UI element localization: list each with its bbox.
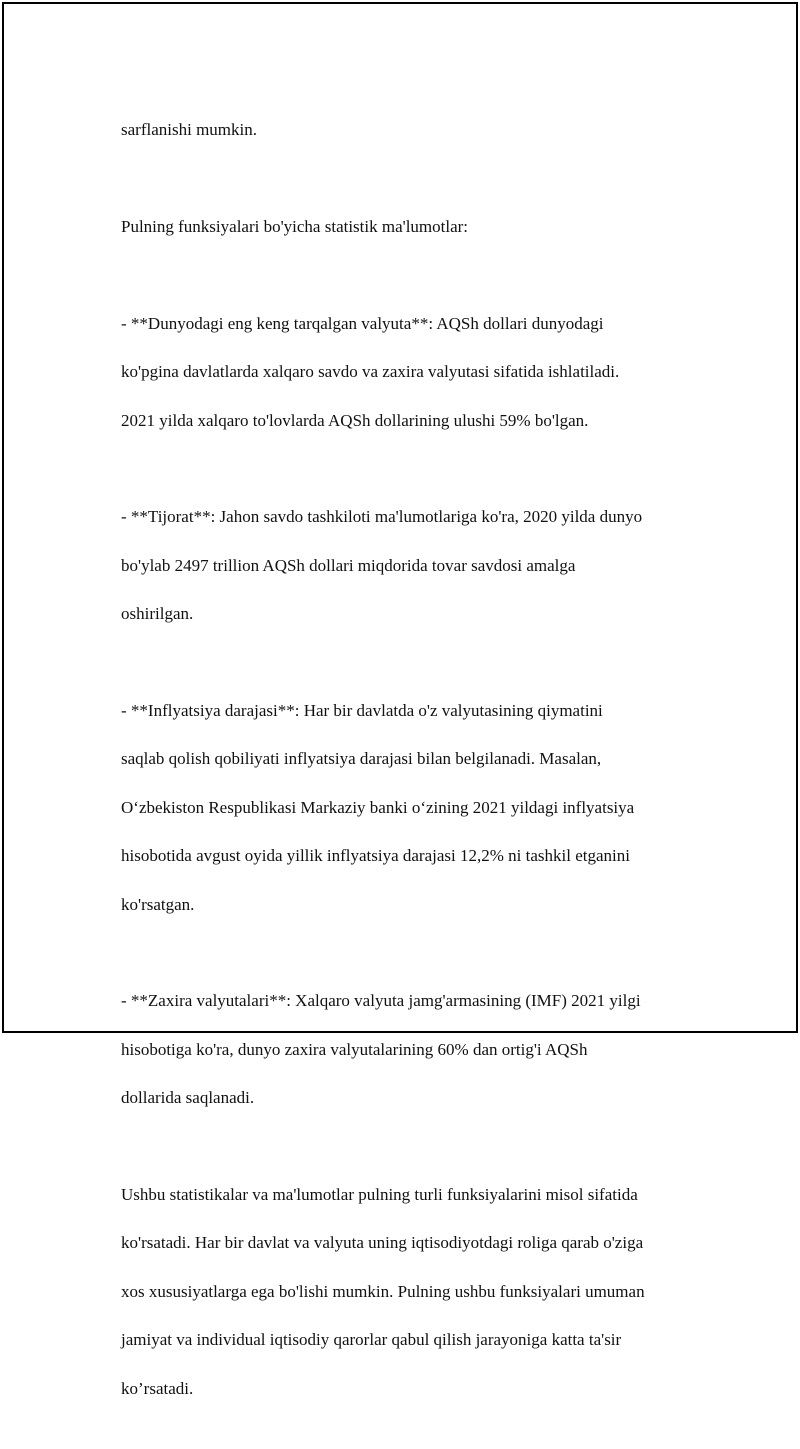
- document-body: [121, 94, 721, 1449]
- text-line: Pulning funksiyalari bo'yicha statistik ma'lumotlar:: [121, 217, 469, 236]
- text-line: bo'ylab 2497 trillion AQSh dollari miqdorida tovar savdosi amalga: [121, 555, 576, 575]
- paragraph-bullet-reserves: [121, 965, 721, 1134]
- text-line: saqlab qolish qobiliyati inflyatsiya darajasi bilan belgilanadi. Masalan,: [121, 749, 602, 769]
- text-line: - **Zaxira valyutalari**: Xalqaro valyuta jamg'armasining (IMF) 2021 yilgi: [121, 991, 641, 1011]
- paragraph-bullet-inflation: [121, 675, 721, 941]
- text-line: xos xususiyatlarga ega bo'lishi mumkin. Pulning ushbu funksiyalari umuman: [121, 1281, 645, 1301]
- paragraph-conclusion: [121, 1159, 721, 1425]
- text-line: Ushbu statistikalar va ma'lumotlar pulning turli funksiyalarini misol sifatida: [121, 1185, 638, 1205]
- paragraph-bullet-currency: [121, 288, 721, 457]
- text-line: ko'rsatadi. Har bir davlat va valyuta uning iqtisodiyotdagi roliga qarab o'ziga: [121, 1233, 644, 1253]
- text-line: dollarida saqlanadi.: [121, 1088, 255, 1108]
- page: [2, 2, 798, 1398]
- text-line: ko'rsatgan.: [121, 894, 195, 914]
- text-line: 2021 yilda xalqaro to'lovlarda AQSh dollarining ulushi 59% bo'lgan.: [121, 410, 589, 430]
- text-line: - **Dunyodagi eng keng tarqalgan valyuta**: AQSh dollari dunyodagi: [121, 313, 604, 333]
- text-line: hisobotiga ko'ra, dunyo zaxira valyutalarining 60% dan ortig'i AQSh: [121, 1039, 588, 1059]
- text-line: jamiyat va individual iqtisodiy qarorlar qabul qilish jarayoniga katta ta'sir: [121, 1330, 622, 1350]
- text-line: - **Tijorat**: Jahon savdo tashkiloti ma'lumotlariga ko'ra, 2020 yilda dunyo: [121, 507, 643, 527]
- text-line: O‘zbekiston Respublikasi Markaziy banki o‘zining 2021 yildagi inflyatsiya: [121, 797, 635, 817]
- text-line: oshirilgan.: [121, 604, 194, 624]
- text-line: ko’rsatadi.: [121, 1378, 194, 1398]
- text-line: hisobotida avgust oyida yillik inflyatsiya darajasi 12,2% ni tashkil etganini: [121, 846, 630, 866]
- paragraph-bullet-trade: [121, 481, 721, 650]
- text-line: ko'pgina davlatlarda xalqaro savdo va zaxira valyutasi sifatida ishlatiladi.: [121, 362, 620, 382]
- paragraph-continuation: [121, 94, 721, 167]
- paragraph-intro: [121, 191, 721, 264]
- text-line: sarflanishi mumkin.: [121, 120, 257, 140]
- text-line: - **Inflyatsiya darajasi**: Har bir davlatda o'z valyutasining qiymatini: [121, 701, 603, 721]
